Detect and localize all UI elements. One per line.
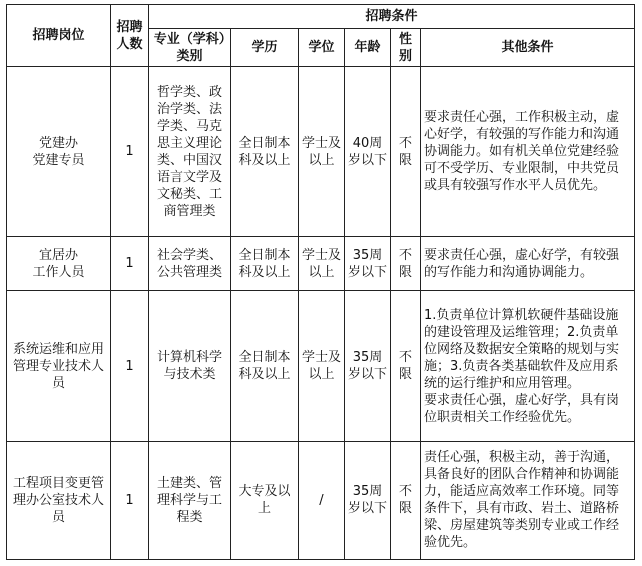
recruitment-table [6, 4, 635, 560]
cell-degree: 学士及以上 [299, 237, 345, 291]
header-row-top [7, 5, 635, 29]
cell-gender: 不限 [391, 67, 421, 237]
header-other: 其他条件 [421, 29, 635, 67]
cell-major: 社会学类、公共管理类 [149, 237, 231, 291]
cell-count: 1 [111, 441, 149, 559]
table-row [7, 237, 635, 291]
cell-other: 要求责任心强，工作积极主动，虚心好学，有较强的写作能力和沟通协调能力。如有机关单位党建经验可不受学历、专业限制，中共党员或具有较强写作水平人员优先。 [421, 67, 635, 237]
cell-count: 1 [111, 237, 149, 291]
cell-major: 哲学类、政治学类、法学类、马克思主义理论类、中国汉语言文学及文秘类、工商管理类 [149, 67, 231, 237]
cell-degree: / [299, 441, 345, 559]
cell-position: 工程项目变更管理办公室技术人员 [7, 441, 111, 559]
cell-count: 1 [111, 291, 149, 441]
cell-education: 全日制本科及以上 [231, 237, 299, 291]
cell-education: 全日制本科及以上 [231, 67, 299, 237]
cell-position: 系统运维和应用管理专业技术人员 [7, 291, 111, 441]
cell-degree: 学士及以上 [299, 67, 345, 237]
cell-major: 计算机科学与技术类 [149, 291, 231, 441]
cell-count: 1 [111, 67, 149, 237]
cell-other: 要求责任心强，虚心好学，有较强的写作能力和沟通协调能力。 [421, 237, 635, 291]
table-row [7, 291, 635, 441]
cell-age: 35周岁以下 [345, 237, 391, 291]
header-degree: 学位 [299, 29, 345, 67]
cell-gender: 不限 [391, 441, 421, 559]
cell-gender: 不限 [391, 291, 421, 441]
cell-major: 土建类、管理科学与工程类 [149, 441, 231, 559]
header-education: 学历 [231, 29, 299, 67]
cell-position: 党建办 党建专员 [7, 67, 111, 237]
header-age: 年龄 [345, 29, 391, 67]
cell-other: 责任心强，积极主动，善于沟通，具备良好的团队合作精神和协调能力，能适应高效率工作环境。同等条件下，具有市政、岩土、道路桥梁、房屋建筑等类别专业或工作经验优先。 [421, 441, 635, 559]
header-count: 招聘人数 [111, 5, 149, 67]
table-row [7, 441, 635, 559]
header-gender: 性别 [391, 29, 421, 67]
header-major: 专业（学科）类别 [149, 29, 231, 67]
cell-position: 宜居办 工作人员 [7, 237, 111, 291]
header-conditions: 招聘条件 [149, 5, 635, 29]
cell-gender: 不限 [391, 237, 421, 291]
cell-education: 大专及以上 [231, 441, 299, 559]
cell-other: 1.负责单位计算机软硬件基础设施的建设管理及运维管理；2.负责单位网络及数据安全策略的规划与实施；3.负责各类基础软件及应用系统的运行维护和应用管理。 要求责任心强，虚心好学，具有岗位职责相关工作经验优先。 [421, 291, 635, 441]
table-row [7, 67, 635, 237]
header-position: 招聘岗位 [7, 5, 111, 67]
cell-age: 35周岁以下 [345, 291, 391, 441]
cell-age: 40周岁以下 [345, 67, 391, 237]
cell-education: 全日制本科及以上 [231, 291, 299, 441]
cell-age: 35周岁以下 [345, 441, 391, 559]
cell-degree: 学士及以上 [299, 291, 345, 441]
